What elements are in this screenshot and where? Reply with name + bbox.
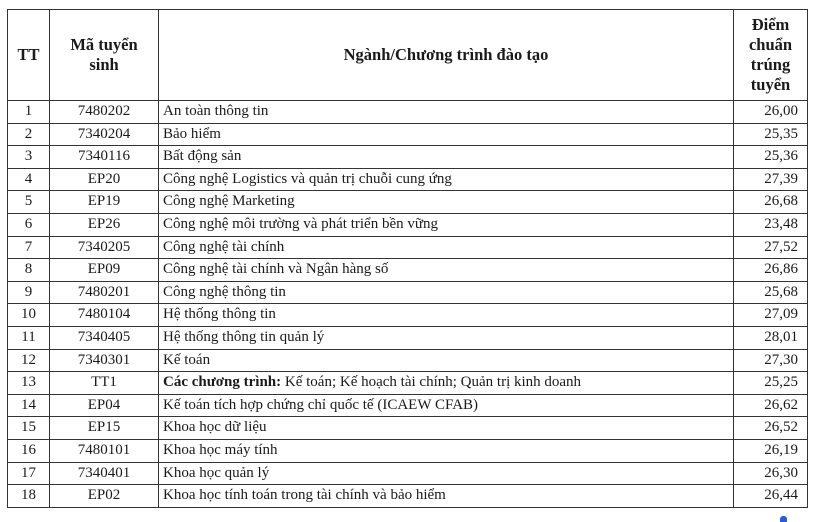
admission-code: EP26 xyxy=(50,213,159,236)
program-name: Công nghệ tài chính và Ngân hàng số xyxy=(159,259,734,282)
table-row xyxy=(8,281,808,304)
corner-mark xyxy=(780,516,787,522)
program-name: An toàn thông tin xyxy=(159,101,734,124)
table-row xyxy=(8,236,808,259)
table-row xyxy=(8,485,808,508)
cutoff-score: 26,30 xyxy=(734,462,808,485)
cutoff-score: 26,52 xyxy=(734,417,808,440)
cutoff-score: 27,52 xyxy=(734,236,808,259)
program-name: Kế toán xyxy=(159,349,734,372)
program-name: Khoa học tính toán trong tài chính và bảo hiểm xyxy=(159,485,734,508)
row-number: 13 xyxy=(8,372,50,395)
table-row xyxy=(8,372,808,395)
admission-code: 7480104 xyxy=(50,304,159,327)
row-number: 1 xyxy=(8,101,50,124)
admission-code: EP19 xyxy=(50,191,159,214)
admission-code: 7340205 xyxy=(50,236,159,259)
table-row xyxy=(8,123,808,146)
cutoff-score: 26,44 xyxy=(734,485,808,508)
cutoff-score: 25,36 xyxy=(734,146,808,169)
cutoff-score: 25,35 xyxy=(734,123,808,146)
header-code: Mã tuyển sinh xyxy=(50,10,159,101)
admission-code: 7340301 xyxy=(50,349,159,372)
admission-code: TT1 xyxy=(50,372,159,395)
header-tt: TT xyxy=(8,10,50,101)
program-name: Công nghệ môi trường và phát triển bền vững xyxy=(159,213,734,236)
table-row xyxy=(8,439,808,462)
header-score: Điểm chuẩn trúng tuyển xyxy=(734,10,808,101)
program-name: Khoa học quản lý xyxy=(159,462,734,485)
program-name: Bất động sản xyxy=(159,146,734,169)
table-row xyxy=(8,417,808,440)
admission-code: 7480101 xyxy=(50,439,159,462)
program-name: Công nghệ Logistics và quản trị chuỗi cung ứng xyxy=(159,168,734,191)
cutoff-score: 27,30 xyxy=(734,349,808,372)
table-row xyxy=(8,191,808,214)
cutoff-score: 27,09 xyxy=(734,304,808,327)
program-name: Hệ thống thông tin quản lý xyxy=(159,326,734,349)
cutoff-score: 25,25 xyxy=(734,372,808,395)
row-number: 4 xyxy=(8,168,50,191)
cutoff-score: 23,48 xyxy=(734,213,808,236)
row-number: 12 xyxy=(8,349,50,372)
table-row xyxy=(8,101,808,124)
admission-code: EP20 xyxy=(50,168,159,191)
admission-code: 7480202 xyxy=(50,101,159,124)
program-name: Công nghệ tài chính xyxy=(159,236,734,259)
row-number: 15 xyxy=(8,417,50,440)
row-number: 14 xyxy=(8,394,50,417)
table-row xyxy=(8,349,808,372)
program-name: Hệ thống thông tin xyxy=(159,304,734,327)
table-header-row xyxy=(8,10,808,101)
table-body xyxy=(8,101,808,508)
admission-code: EP15 xyxy=(50,417,159,440)
program-name: Công nghệ Marketing xyxy=(159,191,734,214)
row-number: 10 xyxy=(8,304,50,327)
program-name: Khoa học máy tính xyxy=(159,439,734,462)
table-row xyxy=(8,304,808,327)
cutoff-score: 26,19 xyxy=(734,439,808,462)
admission-code: EP04 xyxy=(50,394,159,417)
program-name: Khoa học dữ liệu xyxy=(159,417,734,440)
cutoff-score: 25,68 xyxy=(734,281,808,304)
cutoff-score: 26,00 xyxy=(734,101,808,124)
row-number: 5 xyxy=(8,191,50,214)
program-name: Công nghệ thông tin xyxy=(159,281,734,304)
table-row xyxy=(8,259,808,282)
program-name: Kế toán tích hợp chứng chỉ quốc tế (ICAEW CFAB) xyxy=(159,394,734,417)
header-program: Ngành/Chương trình đào tạo xyxy=(159,10,734,101)
row-number: 18 xyxy=(8,485,50,508)
cutoff-score: 27,39 xyxy=(734,168,808,191)
cutoff-score: 26,62 xyxy=(734,394,808,417)
admission-code: 7340405 xyxy=(50,326,159,349)
cutoff-score: 26,86 xyxy=(734,259,808,282)
admission-code: 7480201 xyxy=(50,281,159,304)
table-row xyxy=(8,462,808,485)
row-number: 2 xyxy=(8,123,50,146)
table-row xyxy=(8,168,808,191)
program-list: Kế toán; Kế hoạch tài chính; Quản trị kinh doanh xyxy=(281,374,582,391)
row-number: 16 xyxy=(8,439,50,462)
row-number: 17 xyxy=(8,462,50,485)
cutoff-score: 26,68 xyxy=(734,191,808,214)
row-number: 11 xyxy=(8,326,50,349)
table-row xyxy=(8,394,808,417)
row-number: 7 xyxy=(8,236,50,259)
admission-code: 7340116 xyxy=(50,146,159,169)
row-number: 9 xyxy=(8,281,50,304)
admission-code: EP09 xyxy=(50,259,159,282)
program-prefix: Các chương trình: xyxy=(163,374,282,391)
table-row xyxy=(8,213,808,236)
program-name xyxy=(159,372,734,395)
row-number: 8 xyxy=(8,259,50,282)
row-number: 6 xyxy=(8,213,50,236)
admission-scores-table xyxy=(7,9,808,508)
cutoff-score: 28,01 xyxy=(734,326,808,349)
table-row xyxy=(8,146,808,169)
admission-code: EP02 xyxy=(50,485,159,508)
row-number: 3 xyxy=(8,146,50,169)
program-name: Bảo hiểm xyxy=(159,123,734,146)
table-row xyxy=(8,326,808,349)
admission-code: 7340401 xyxy=(50,462,159,485)
admission-code: 7340204 xyxy=(50,123,159,146)
